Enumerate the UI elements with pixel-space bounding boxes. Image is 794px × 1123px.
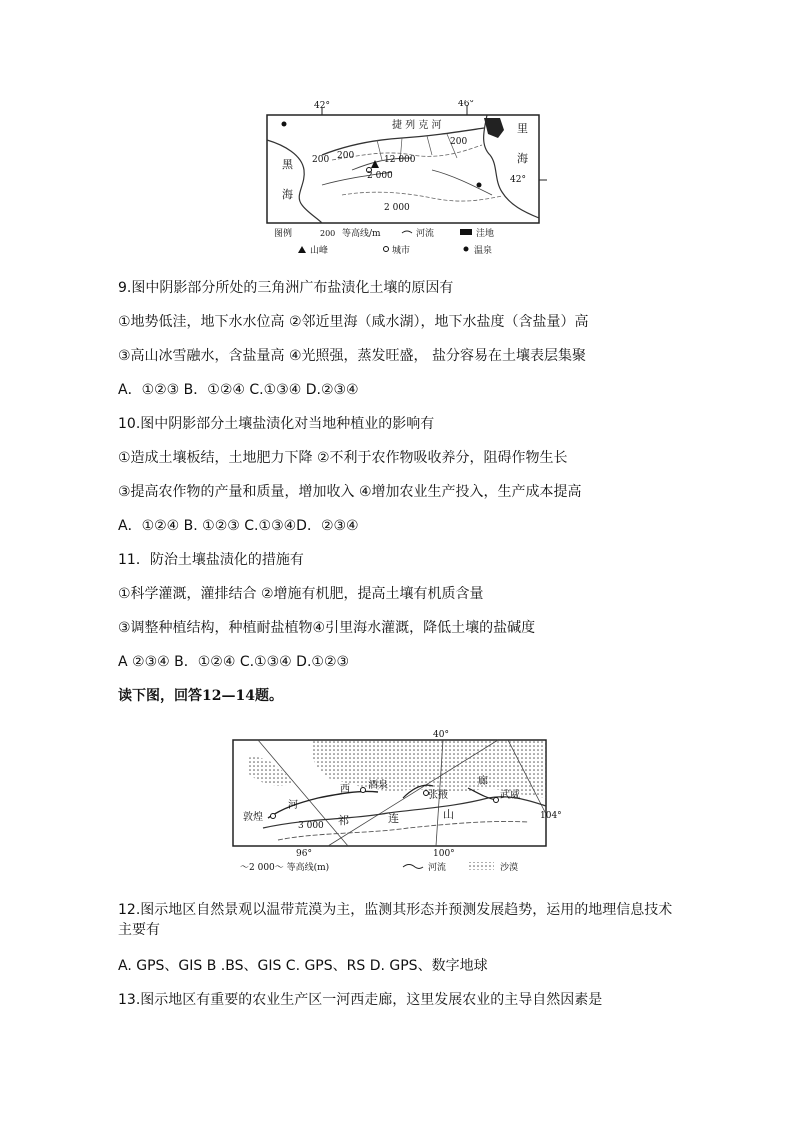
q11-choices: A ②③④ B．①②④ C.①③④ D.①②③ <box>118 654 350 670</box>
label-lang: 廊 <box>478 776 488 787</box>
city-zhangye: 张掖 <box>428 790 448 801</box>
q10-option-line-2: ③提高农作物的产量和质量，增加收入 ④增加农业生产投入，生产成本提高 <box>118 484 582 500</box>
legend-desert: 沙漠 <box>500 863 519 873</box>
lon104-label: 104° <box>540 811 562 821</box>
contour-label: 200 <box>312 155 330 165</box>
contour-3000: 3 000 <box>298 821 324 831</box>
hexi-corridor-map <box>228 728 573 878</box>
caucasus-region-map <box>262 100 552 260</box>
legend-depression: 洼地 <box>476 229 495 239</box>
lon96-label: 96° <box>296 849 312 859</box>
legend-contour: 等高线/m <box>342 229 381 239</box>
black-sea-label-2: 海 <box>282 188 293 201</box>
lon100-label: 100° <box>433 849 455 859</box>
label-lian: 连 <box>388 812 399 825</box>
q12-stem: 12.图示地区自然景观以温带荒漠为主，监测其形态并预测发展趋势，运用的地理信息技术主要有 <box>118 902 673 938</box>
q12-choices: A. GPS、GIS B .BS、GIS C. GPS、RS D. GPS、数字地球 <box>118 958 488 974</box>
label-qi: 祁 <box>338 814 349 827</box>
q11-option-line-2: ③调整种植结构，种植耐盐植物④引里海水灌溉，降低土壤的盐碱度 <box>118 620 536 636</box>
city-jiuquan: 酒泉 <box>368 780 388 791</box>
map1-legend <box>274 227 494 256</box>
q9-option-line-1: ①地势低洼，地下水水位高 ②邻近里海（咸水湖），地下水盐度（含盐量）高 <box>118 314 589 330</box>
legend-city: 城市 <box>392 246 411 256</box>
map2-legend <box>240 861 518 873</box>
city-wuwei: 武威 <box>500 790 520 801</box>
city-dunhuang: 敦煌 <box>243 812 263 823</box>
label-shan: 山 <box>443 808 454 821</box>
lon42-label: 42° <box>314 101 330 111</box>
lat40-label: 40° <box>433 730 449 740</box>
legend-contour: ～2 000～ 等高线(m) <box>240 863 330 873</box>
legend-river: 河流 <box>428 863 447 873</box>
contour-label: 200 <box>450 137 468 147</box>
q9-option-line-2: ③高山冰雪融水，含盐量高 ④光照强，蒸发旺盛， 盐分容易在土壤表层集聚 <box>118 348 587 364</box>
legend-peak: 山峰 <box>310 246 329 256</box>
caspian-label-2: 海 <box>517 152 528 165</box>
lat42-label: 42° <box>510 175 526 185</box>
contour-label: 200 <box>337 151 355 161</box>
legend-river: 河流 <box>416 229 435 239</box>
q10-choices: A．①②④ B. ①②③ C.①③④D．②③④ <box>118 518 359 534</box>
contour-label: 12 000 <box>384 155 416 165</box>
lon46-label: 46° <box>458 100 474 109</box>
black-sea-label-1: 黑 <box>282 158 293 171</box>
q10-option-line-1: ①造成土壤板结，土地肥力下降 ②不利于农作物吸收养分，阻碍作物生长 <box>118 450 568 466</box>
caspian-label-1: 里 <box>517 122 528 135</box>
reading-instruction: 读下图，回答12—14题。 <box>118 688 283 704</box>
legend-contour-sample: 200 <box>320 229 336 238</box>
label-xi: 西 <box>340 784 350 795</box>
contour-label: 2 000 <box>384 203 410 213</box>
q13-stem: 13.图示地区有重要的农业生产区一河西走廊，这里发展农业的主导自然因素是 <box>118 992 603 1008</box>
river-label: 捷 列 克 河 <box>392 120 442 131</box>
q9-choices: A．①②③ B．①②④ C.①③④ D.②③④ <box>118 382 359 398</box>
q10-stem: 10.图中阴影部分土壤盐渍化对当地种植业的影响有 <box>118 416 435 432</box>
q11-option-line-1: ①科学灌溉，灌排结合 ②增施有机肥，提高土壤有机质含量 <box>118 586 484 602</box>
label-he: 河 <box>288 800 298 811</box>
legend-spring: 温泉 <box>474 246 493 256</box>
legend-title: 图例 <box>274 229 293 239</box>
q9-stem: 9.图中阴影部分所处的三角洲广布盐渍化土壤的原因有 <box>118 280 454 296</box>
q11-stem: 11．防治土壤盐渍化的措施有 <box>118 552 304 568</box>
contour-label: 2 000 <box>367 171 393 181</box>
